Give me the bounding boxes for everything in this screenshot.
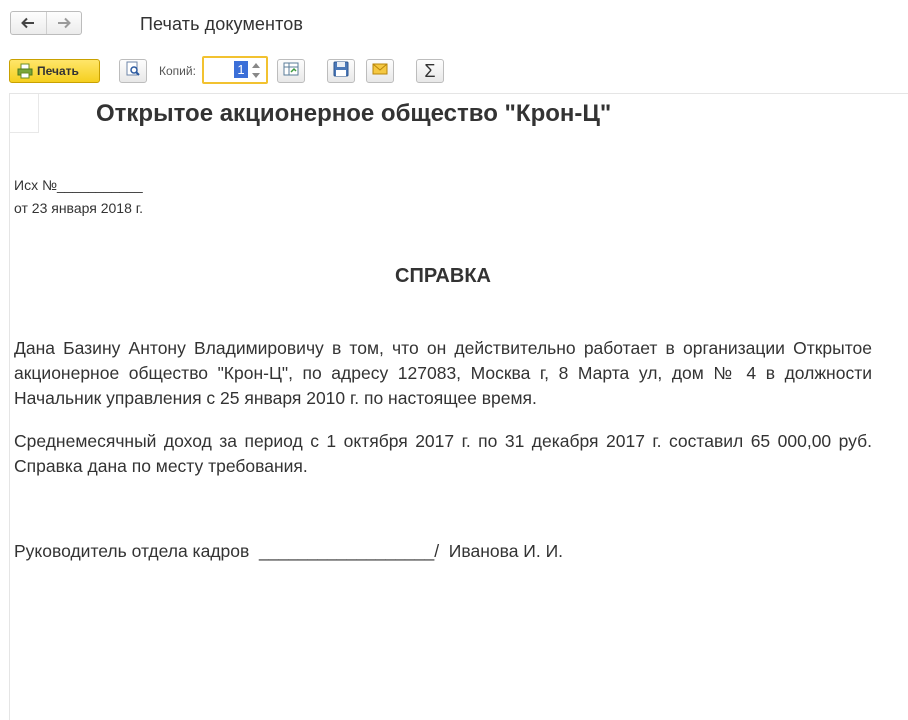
copies-field[interactable] (202, 56, 268, 84)
sum-button[interactable] (416, 59, 444, 83)
navigation-buttons (10, 11, 82, 35)
send-email-button[interactable] (366, 59, 394, 83)
spin-up-icon[interactable] (248, 60, 264, 70)
copies-label: Копий: (159, 64, 196, 78)
floppy-disk-icon (333, 61, 349, 82)
page-settings-icon (283, 61, 299, 82)
arrow-left-icon (21, 17, 35, 29)
outgoing-number: Исх №___________ (14, 177, 143, 193)
income-paragraph: Среднемесячный доход за период с 1 октября 2017 г. по 31 декабря 2017 г. составил 65 000,00 руб. Справка дана по месту требования. (14, 431, 872, 476)
preview-icon (125, 61, 141, 82)
print-button-label: Печать (37, 64, 79, 78)
arrow-right-icon (57, 17, 71, 29)
page-settings-button[interactable] (277, 59, 305, 83)
employment-paragraph: Дана Базину Антону Владимировичу в том, что он действительно работает в организации Открытое акционерное общество "Крон-Ц", по адресу 127083, Москва г, 8 Марта ул, дом № 4 в должности Начальник управления с 25 января 2010 г. по настоящее время. (14, 338, 872, 408)
preview-button[interactable] (119, 59, 147, 83)
spin-down-icon[interactable] (248, 70, 264, 80)
page-title: Печать документов (140, 14, 303, 34)
back-button[interactable] (11, 12, 46, 34)
document-date: от 23 января 2018 г. (14, 200, 144, 216)
organization-name: Открытое акционерное общество "Крон-Ц" (96, 100, 612, 127)
copies-spinner[interactable] (248, 60, 264, 80)
document-area[interactable] (9, 93, 908, 720)
signature-line: Руководитель отдела кадров __________________/ Иванова И. И. (14, 541, 564, 561)
print-button[interactable] (9, 59, 100, 83)
save-button[interactable] (327, 59, 355, 83)
envelope-icon (372, 62, 388, 81)
printer-icon (17, 63, 33, 79)
copies-input[interactable] (234, 61, 248, 78)
forward-button[interactable] (46, 12, 82, 34)
sigma-icon: Σ (424, 61, 436, 81)
cell-corner (10, 94, 39, 133)
document-heading: СПРАВКА (395, 265, 491, 287)
